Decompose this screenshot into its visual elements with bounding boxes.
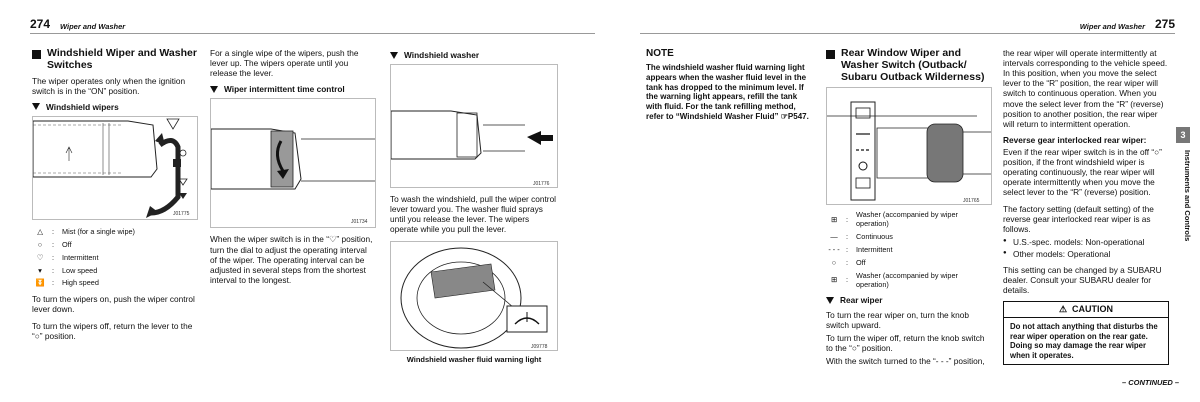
rear-wiper-switch-illustration [827,88,992,205]
mist-triangle-icon: △ [37,226,43,236]
intermittent-dash-icon: - - - [828,244,840,254]
right-col-2 [826,48,992,372]
intermittent-dial-illustration [211,99,376,228]
chapter-label: Instruments and Controls [1183,150,1192,242]
continued-label: – CONTINUED – [1122,378,1180,387]
dashboard-illustration [391,242,558,351]
intro-text: The wiper operates only when the ignition switch is in the “ON” position. [32,75,186,96]
right-col-1 [646,48,811,128]
svg-text:J01775: J01775 [173,210,190,217]
subheading-rear-wiper: Rear wiper [826,295,992,305]
legend-row-low-speed: ▾ : Low speed [32,267,198,276]
right-header [640,17,1175,34]
reverse-gear-heading: Reverse gear interlocked rear wiper: [1003,134,1147,145]
left-col-2 [210,48,376,291]
list-item: ● Other models: Operational [1013,249,1169,259]
para-rear-switch: With the switch turned to the “- - -” position, [826,356,985,367]
legend-row-rear-intermittent: - - - : Intermittent [826,246,992,255]
section-heading-rear-wiper: Rear Window Wiper and Washer Switch (Outback/ Subaru Outback Wilderness) [826,48,992,83]
para-wipers-on: To turn the wipers on, push the wiper control lever down. [32,294,195,315]
left-col-3 [390,48,558,364]
right-col-3 [1003,48,1169,365]
subheading-windshield-wipers: Windshield wipers [32,102,198,112]
legend-row-rear-off: ○ : Off [826,259,992,268]
para-wipers-off: To turn the wipers off, return the lever to the “○” position. [32,320,193,341]
para-interval: When the wiper switch is in the “♡” position, turn the dial to adjust the operating interval of the wiper. The operating interval can be adjusted in several steps from the shortest interval to the longest. [210,234,373,285]
caution-header: ⚠ CAUTION [1004,302,1168,318]
svg-text:J01765: J01765 [963,198,980,205]
washer-icon: ⊞ [830,214,838,224]
para-single-wipe: For a single wipe of the wipers, push the lever up. The wipers operate until you release the lever. [210,48,359,79]
wiper-lever-illustration [33,117,198,220]
note-text: The windshield washer fluid warning light appears when the washer fluid level in the tank has dropped to the minimum level. If the warning light appears, refill the tank with fluid. For the tank refilling method, refer to “Windshield Washer Fluid” ☞P547. [646,63,809,121]
para-reverse-gear: Even if the rear wiper switch is in the off “○” position, if the front windshield wiper is operating continuously, the rear wiper will operate intermittently when you move the select lever to the “R” (reverse) position. [1003,146,1162,198]
header-title-left: Wiper and Washer [60,21,126,31]
para-washer: To wash the windshield, pull the wiper control lever toward you. The washer fluid sprays until you release the lever. The wipers operate while you pull the lever. [390,194,557,235]
svg-text:J01776: J01776 [533,181,550,188]
figure-rear-wiper-switch [826,87,992,205]
off-circle-icon: ○ [37,239,43,249]
header-title-right: Wiper and Washer [1079,21,1145,31]
rear-wiper-legend [826,211,992,289]
note-title: NOTE [646,48,674,59]
figure-intermittent-dial [210,98,376,228]
off-circle-icon: ○ [831,257,837,267]
chapter-tab: 3 [1176,127,1190,143]
legend-row-continuous: — : Continuous [826,233,992,242]
figure-wiper-lever [32,116,198,220]
continuous-line-icon: — [830,232,838,242]
legend-row-off: ○ : Off [32,241,198,250]
warning-triangle-icon: ⚠ [1058,304,1068,315]
section-heading-wiper-washer: Windshield Wiper and Washer Switches [32,48,198,72]
svg-text:J09778: J09778 [531,343,548,350]
svg-text:J01734: J01734 [351,219,368,226]
para-dealer: This setting can be changed by a SUBARU dealer. Consult your SUBARU dealer for details. [1003,265,1162,296]
subheading-windshield-washer: Windshield washer [390,50,558,60]
left-col-1 [32,48,198,347]
legend-row-washer-2: ⊞ : Washer (accompanied by wiper operation) [826,272,992,290]
para-factory-setting: The factory setting (default setting) of the reverse gear interlocked rear wiper is as follows. [1003,203,1154,234]
factory-settings-list [1003,237,1169,259]
figure-caption-warning-light: Windshield washer fluid warning light [406,354,542,364]
para-rear-on: To turn the rear wiper on, turn the knob switch upward. [826,309,969,330]
wiper-legend [32,228,198,288]
washer-icon: ⊞ [830,275,838,285]
legend-row-mist: △ : Mist (for a single wipe) [32,228,198,237]
para-rear-off: To turn the wiper off, return the knob switch to the “○” position. [826,332,985,353]
para-rear-continuation: the rear wiper will operate intermittently at intervals corresponding to the vehicle speed. In this position, when you move the select lever to the “R” position, the rear wiper will switch to continuous operation. When you move the select lever from the “R” (reverse) position to another position, the rear wiper will return to intermittent operation. [1003,48,1168,129]
left-header [30,17,595,34]
page-number-right: 275 [1154,17,1175,32]
legend-row-washer-1: ⊞ : Washer (accompanied by wiper operation) [826,211,992,229]
intermittent-icon: ♡ [36,252,44,262]
page-number-left: 274 [30,17,51,32]
low-speed-icon: ▾ [38,265,42,275]
caution-box [1003,301,1169,365]
legend-row-high-speed: ⏬ : High speed [32,279,198,288]
list-item: ● U.S.-spec. models: Non-operational [1013,237,1169,247]
washer-lever-illustration [391,65,558,188]
figure-washer-warning-light [390,241,558,351]
right-page [600,0,1200,402]
high-speed-icon: ⏬ [35,278,45,288]
subheading-intermittent-control: Wiper intermittent time control [210,84,376,94]
caution-text: Do not attach anything that disturbs the rear wiper operation on the rear gate. Doing so may damage the rear wiper when it operates. [1010,322,1158,360]
figure-washer-lever [390,64,558,188]
legend-row-intermittent: ♡ : Intermittent [32,254,198,263]
